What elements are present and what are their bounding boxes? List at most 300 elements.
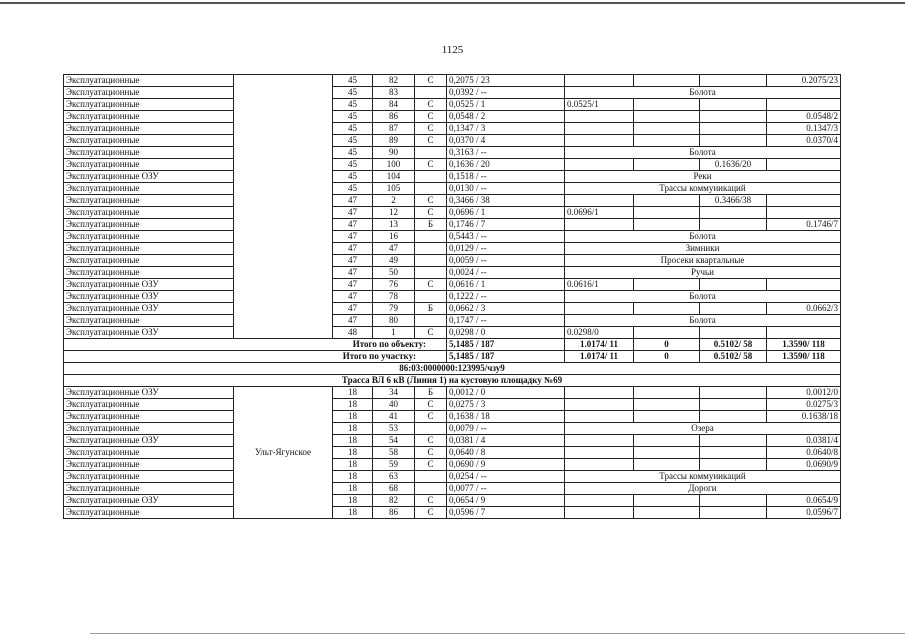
value-col-3: 0.1636/20	[700, 159, 767, 171]
land-type-label: Просеки квартальные	[565, 255, 841, 267]
category-code	[415, 291, 447, 303]
table-row	[64, 123, 841, 135]
plot-number: 100	[373, 159, 415, 171]
object-total-c4: 1.3590/ 118	[767, 339, 841, 351]
area-value: 0,5443 / --	[447, 231, 565, 243]
land-type-label: Болота	[565, 147, 841, 159]
value-col-2	[634, 411, 700, 423]
area-value: 0,1746 / 7	[447, 219, 565, 231]
plot-number: 2	[373, 195, 415, 207]
category-code: С	[415, 159, 447, 171]
allotment-table	[63, 74, 841, 519]
category-code: С	[415, 459, 447, 471]
plot-number: 76	[373, 279, 415, 291]
plot-number: 58	[373, 447, 415, 459]
table-row	[64, 471, 841, 483]
land-category: Эксплуатационные	[64, 459, 234, 471]
area-value: 0,0616 / 1	[447, 279, 565, 291]
table-row	[64, 135, 841, 147]
plot-number: 68	[373, 483, 415, 495]
land-category: Эксплуатационные	[64, 195, 234, 207]
object-total-c2: 0	[634, 339, 700, 351]
table-row	[64, 411, 841, 423]
value-col-4: 0.0381/4	[767, 435, 841, 447]
area-value: 0,0012 / 0	[447, 387, 565, 399]
land-type-label: Трассы коммуникаций	[565, 183, 841, 195]
value-col-3	[700, 399, 767, 411]
land-category: Эксплуатационные	[64, 111, 234, 123]
table-row	[64, 267, 841, 279]
land-category: Эксплуатационные	[64, 255, 234, 267]
table-row	[64, 255, 841, 267]
value-col-1	[565, 495, 634, 507]
value-col-4: 0.1638/18	[767, 411, 841, 423]
quarter-number: 45	[333, 135, 373, 147]
value-col-1	[565, 507, 634, 519]
value-col-2	[634, 495, 700, 507]
plot-number: 16	[373, 231, 415, 243]
value-col-1	[565, 435, 634, 447]
area-value: 0,0275 / 3	[447, 399, 565, 411]
value-col-3	[700, 219, 767, 231]
value-col-4	[767, 327, 841, 339]
table-row	[64, 111, 841, 123]
land-category: Эксплуатационные ОЗУ	[64, 291, 234, 303]
table-row	[64, 291, 841, 303]
land-category: Эксплуатационные	[64, 447, 234, 459]
section-1-body	[64, 75, 841, 339]
table-row	[64, 207, 841, 219]
category-code: С	[415, 207, 447, 219]
value-col-2	[634, 195, 700, 207]
quarter-number: 45	[333, 87, 373, 99]
value-col-1	[565, 195, 634, 207]
value-col-1	[565, 111, 634, 123]
value-col-2	[634, 399, 700, 411]
plot-number: 89	[373, 135, 415, 147]
quarter-number: 47	[333, 219, 373, 231]
plot-number: 86	[373, 507, 415, 519]
value-col-3	[700, 135, 767, 147]
subtotals	[64, 339, 841, 387]
plot-number: 90	[373, 147, 415, 159]
route-title: Трасса ВЛ 6 кВ (Линия 1) на кустовую площадку №69	[64, 375, 841, 387]
category-code	[415, 87, 447, 99]
land-category: Эксплуатационные	[64, 231, 234, 243]
category-code: С	[415, 279, 447, 291]
section-total-c2: 0	[634, 351, 700, 363]
land-type-label: Ручьи	[565, 267, 841, 279]
category-code	[415, 231, 447, 243]
page-number: 1125	[441, 44, 464, 56]
table-row	[64, 183, 841, 195]
value-col-2	[634, 447, 700, 459]
land-type-label: Болота	[565, 231, 841, 243]
category-code: С	[415, 99, 447, 111]
land-category: Эксплуатационные	[64, 123, 234, 135]
value-col-4	[767, 279, 841, 291]
quarter-number: 47	[333, 231, 373, 243]
table-row	[64, 495, 841, 507]
land-category: Эксплуатационные	[64, 267, 234, 279]
section-total-c1: 1.0174/ 11	[565, 351, 634, 363]
land-type-label: Болота	[565, 291, 841, 303]
table-row	[64, 399, 841, 411]
value-col-1	[565, 459, 634, 471]
value-col-1	[565, 159, 634, 171]
plot-number: 49	[373, 255, 415, 267]
quarter-number: 45	[333, 159, 373, 171]
value-col-1: 0.0616/1	[565, 279, 634, 291]
table-row	[64, 195, 841, 207]
value-col-2	[634, 111, 700, 123]
table-row	[64, 459, 841, 471]
table-row	[64, 303, 841, 315]
value-col-3	[700, 75, 767, 87]
area-value: 0,1347 / 3	[447, 123, 565, 135]
quarter-number: 47	[333, 195, 373, 207]
value-col-2	[634, 303, 700, 315]
land-type-label: Зимники	[565, 243, 841, 255]
category-code: С	[415, 195, 447, 207]
area-value: 0,0392 / --	[447, 87, 565, 99]
value-col-3	[700, 507, 767, 519]
area-value: 0,0548 / 2	[447, 111, 565, 123]
land-category: Эксплуатационные	[64, 207, 234, 219]
area-value: 0,1636 / 20	[447, 159, 565, 171]
table-row	[64, 447, 841, 459]
land-category: Эксплуатационные	[64, 399, 234, 411]
value-col-3	[700, 387, 767, 399]
land-type-label: Реки	[565, 171, 841, 183]
quarter-number: 45	[333, 123, 373, 135]
value-col-3	[700, 111, 767, 123]
quarter-number: 45	[333, 147, 373, 159]
land-category: Эксплуатационные ОЗУ	[64, 303, 234, 315]
category-code: С	[415, 507, 447, 519]
value-col-3	[700, 327, 767, 339]
land-category: Эксплуатационные ОЗУ	[64, 327, 234, 339]
value-col-4: 0.0662/3	[767, 303, 841, 315]
value-col-4: 0.0596/7	[767, 507, 841, 519]
value-col-2	[634, 219, 700, 231]
value-col-3	[700, 495, 767, 507]
plot-number: 104	[373, 171, 415, 183]
quarter-number: 18	[333, 483, 373, 495]
area-value: 0,1747 / --	[447, 315, 565, 327]
plot-number: 40	[373, 399, 415, 411]
land-category: Эксплуатационные	[64, 219, 234, 231]
category-code	[415, 255, 447, 267]
land-type-label: Озера	[565, 423, 841, 435]
value-col-1	[565, 411, 634, 423]
object-total-row	[64, 339, 841, 351]
quarter-number: 45	[333, 183, 373, 195]
land-category: Эксплуатационные ОЗУ	[64, 435, 234, 447]
area-value: 0,0079 / --	[447, 423, 565, 435]
category-code: С	[415, 123, 447, 135]
land-type-label: Трассы коммуникаций	[565, 471, 841, 483]
land-category: Эксплуатационные	[64, 483, 234, 495]
scan-top-edge	[0, 2, 905, 4]
table-row	[64, 219, 841, 231]
land-category: Эксплуатационные	[64, 243, 234, 255]
plot-number: 79	[373, 303, 415, 315]
area-value: 0,0662 / 3	[447, 303, 565, 315]
quarter-number: 18	[333, 411, 373, 423]
land-category: Эксплуатационные	[64, 147, 234, 159]
table-row	[64, 315, 841, 327]
value-col-2	[634, 207, 700, 219]
plot-number: 53	[373, 423, 415, 435]
quarter-number: 18	[333, 423, 373, 435]
land-category: Эксплуатационные ОЗУ	[64, 279, 234, 291]
value-col-1	[565, 219, 634, 231]
table-row	[64, 87, 841, 99]
value-col-3	[700, 435, 767, 447]
area-value: 0,0640 / 8	[447, 447, 565, 459]
value-col-4: 0.0275/3	[767, 399, 841, 411]
table-row	[64, 243, 841, 255]
value-col-4	[767, 195, 841, 207]
plot-number: 1	[373, 327, 415, 339]
category-code	[415, 183, 447, 195]
land-category: Эксплуатационные	[64, 507, 234, 519]
category-code: С	[415, 495, 447, 507]
area-value: 0,0596 / 7	[447, 507, 565, 519]
table-row	[64, 171, 841, 183]
table-row	[64, 279, 841, 291]
value-col-3: 0.3466/38	[700, 195, 767, 207]
area-value: 0,0024 / --	[447, 267, 565, 279]
plot-number: 105	[373, 183, 415, 195]
value-col-2	[634, 507, 700, 519]
value-col-1: 0.0525/1	[565, 99, 634, 111]
value-col-1: 0.0696/1	[565, 207, 634, 219]
plot-number: 34	[373, 387, 415, 399]
cadastral-header-row	[64, 363, 841, 375]
plot-number: 86	[373, 111, 415, 123]
land-type-label: Болота	[565, 315, 841, 327]
area-value: 0,1222 / --	[447, 291, 565, 303]
table-row	[64, 75, 841, 87]
category-code: С	[415, 435, 447, 447]
value-col-2	[634, 387, 700, 399]
land-category: Эксплуатационные	[64, 87, 234, 99]
category-code: С	[415, 411, 447, 423]
value-col-2	[634, 279, 700, 291]
area-value: 0,0077 / --	[447, 483, 565, 495]
category-code	[415, 243, 447, 255]
section-total-c3: 0.5102/ 58	[700, 351, 767, 363]
plot-number: 63	[373, 471, 415, 483]
land-category: Эксплуатационные	[64, 183, 234, 195]
category-code: С	[415, 399, 447, 411]
value-col-4	[767, 207, 841, 219]
value-col-1	[565, 447, 634, 459]
quarter-number: 45	[333, 75, 373, 87]
plot-number: 47	[373, 243, 415, 255]
quarter-number: 18	[333, 507, 373, 519]
table-row	[64, 99, 841, 111]
quarter-number: 18	[333, 471, 373, 483]
plot-number: 83	[373, 87, 415, 99]
section-2-body	[64, 387, 841, 519]
area-value: 0,0654 / 9	[447, 495, 565, 507]
land-type-label: Болота	[565, 87, 841, 99]
value-col-3	[700, 99, 767, 111]
quarter-number: 45	[333, 111, 373, 123]
value-col-3	[700, 123, 767, 135]
value-col-2	[634, 459, 700, 471]
quarter-number: 18	[333, 495, 373, 507]
table-row	[64, 423, 841, 435]
land-category: Эксплуатационные	[64, 315, 234, 327]
value-col-4: 0.2075/23	[767, 75, 841, 87]
plot-number: 78	[373, 291, 415, 303]
area-value: 0,0129 / --	[447, 243, 565, 255]
table-row	[64, 159, 841, 171]
land-category: Эксплуатационные	[64, 75, 234, 87]
value-col-4: 0.0640/8	[767, 447, 841, 459]
area-value: 0,0130 / --	[447, 183, 565, 195]
table-row	[64, 327, 841, 339]
value-col-3	[700, 303, 767, 315]
category-code: С	[415, 327, 447, 339]
category-code	[415, 471, 447, 483]
scan-bottom-edge	[90, 633, 905, 634]
quarter-number: 18	[333, 387, 373, 399]
value-col-2	[634, 159, 700, 171]
plot-number: 87	[373, 123, 415, 135]
plot-number: 82	[373, 495, 415, 507]
quarter-number: 18	[333, 447, 373, 459]
category-code	[415, 423, 447, 435]
category-code: С	[415, 75, 447, 87]
category-code	[415, 315, 447, 327]
land-category: Эксплуатационные ОЗУ	[64, 387, 234, 399]
land-category: Эксплуатационные	[64, 135, 234, 147]
value-col-4: 0.0370/4	[767, 135, 841, 147]
quarter-number: 47	[333, 267, 373, 279]
object-total-c1: 1.0174/ 11	[565, 339, 634, 351]
area-value: 0,3466 / 38	[447, 195, 565, 207]
locality-cell: Ульт-Ягунское	[234, 387, 333, 519]
value-col-1	[565, 75, 634, 87]
value-col-2	[634, 123, 700, 135]
quarter-number: 45	[333, 99, 373, 111]
area-value: 0,1518 / --	[447, 171, 565, 183]
section-total-row	[64, 351, 841, 363]
land-category: Эксплуатационные ОЗУ	[64, 171, 234, 183]
section-total-area: 5,1485 / 187	[447, 351, 565, 363]
category-code: С	[415, 111, 447, 123]
section-total-label: Итого по участку:	[64, 351, 447, 363]
quarter-number: 47	[333, 279, 373, 291]
area-value: 0,0370 / 4	[447, 135, 565, 147]
land-category: Эксплуатационные	[64, 159, 234, 171]
quarter-number: 48	[333, 327, 373, 339]
value-col-4: 0.0012/0	[767, 387, 841, 399]
table-row	[64, 387, 841, 399]
quarter-number: 47	[333, 303, 373, 315]
quarter-number: 47	[333, 255, 373, 267]
quarter-number: 18	[333, 459, 373, 471]
table-row	[64, 147, 841, 159]
value-col-1	[565, 123, 634, 135]
land-type-label: Дороги	[565, 483, 841, 495]
value-col-1	[565, 303, 634, 315]
quarter-number: 18	[333, 435, 373, 447]
plot-number: 54	[373, 435, 415, 447]
land-category: Эксплуатационные ОЗУ	[64, 495, 234, 507]
plot-number: 13	[373, 219, 415, 231]
category-code: С	[415, 447, 447, 459]
category-code	[415, 171, 447, 183]
value-col-2	[634, 99, 700, 111]
area-value: 0,0696 / 1	[447, 207, 565, 219]
quarter-number: 47	[333, 315, 373, 327]
value-col-3	[700, 447, 767, 459]
area-value: 0,2075 / 23	[447, 75, 565, 87]
value-col-1	[565, 399, 634, 411]
area-value: 0,1638 / 18	[447, 411, 565, 423]
value-col-2	[634, 135, 700, 147]
value-col-1: 0.0298/0	[565, 327, 634, 339]
value-col-2	[634, 75, 700, 87]
value-col-3	[700, 411, 767, 423]
quarter-number: 47	[333, 291, 373, 303]
area-value: 0,3163 / --	[447, 147, 565, 159]
locality-cell	[234, 75, 333, 339]
land-category: Эксплуатационные	[64, 423, 234, 435]
value-col-1	[565, 135, 634, 147]
value-col-4: 0.0654/9	[767, 495, 841, 507]
area-value: 0,0298 / 0	[447, 327, 565, 339]
value-col-3	[700, 279, 767, 291]
quarter-number: 47	[333, 207, 373, 219]
land-category: Эксплуатационные	[64, 99, 234, 111]
value-col-2	[634, 435, 700, 447]
quarter-number: 45	[333, 171, 373, 183]
category-code	[415, 483, 447, 495]
plot-number: 82	[373, 75, 415, 87]
object-total-label: Итого по объекту:	[64, 339, 447, 351]
value-col-4: 0.1347/3	[767, 123, 841, 135]
plot-number: 80	[373, 315, 415, 327]
area-value: 0,0381 / 4	[447, 435, 565, 447]
category-code: Б	[415, 219, 447, 231]
value-col-4	[767, 99, 841, 111]
land-category: Эксплуатационные	[64, 411, 234, 423]
quarter-number: 18	[333, 399, 373, 411]
route-header-row	[64, 375, 841, 387]
value-col-4	[767, 159, 841, 171]
table-row	[64, 507, 841, 519]
object-total-c3: 0.5102/ 58	[700, 339, 767, 351]
table-row	[64, 435, 841, 447]
value-col-4: 0.0548/2	[767, 111, 841, 123]
value-col-2	[634, 327, 700, 339]
category-code	[415, 147, 447, 159]
area-value: 0,0254 / --	[447, 471, 565, 483]
table-row	[64, 483, 841, 495]
value-col-1	[565, 387, 634, 399]
category-code: Б	[415, 387, 447, 399]
plot-number: 84	[373, 99, 415, 111]
area-value: 0,0525 / 1	[447, 99, 565, 111]
value-col-3	[700, 207, 767, 219]
